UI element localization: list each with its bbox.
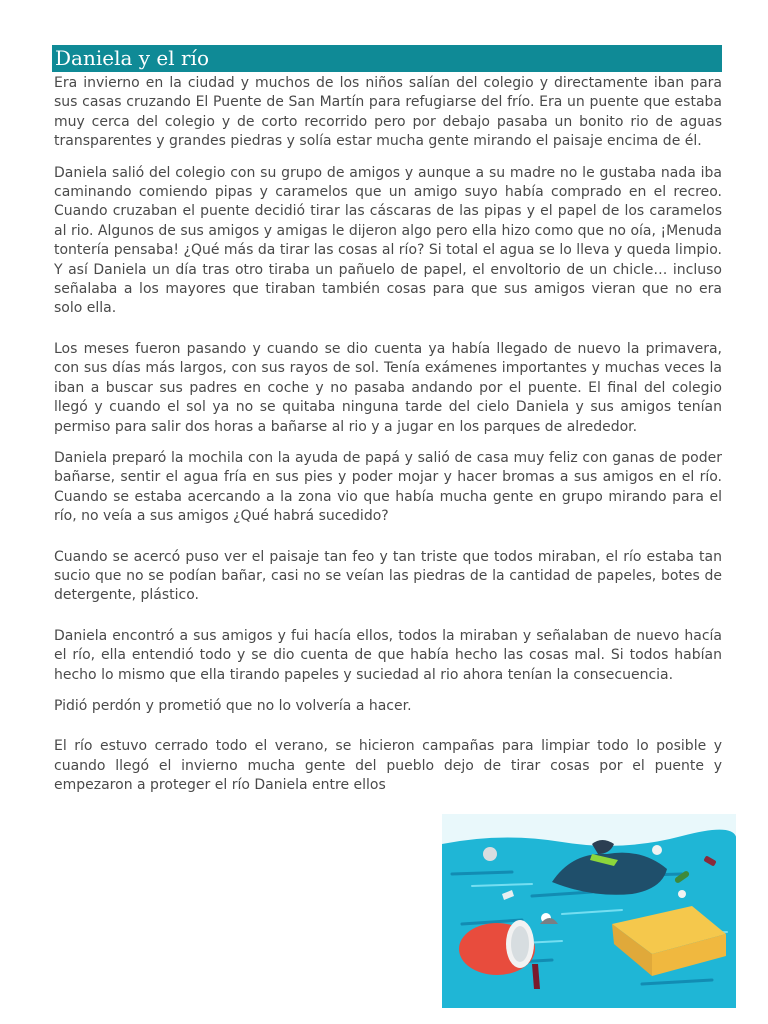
paragraph-1: Era invierno en la ciudad y muchos de los niños salían del colegio y directamente iban para sus casas cruzando El Puente de San Martín para refugiarse del frío. Era un puente que estaba muy cerca del colegio y de corto recorrido pero por debajo pasaba un bonito rio de aguas transparentes y grandes piedras y solía estar mucha gente mirando el paisaje encima de él. xyxy=(54,75,722,150)
title-bar xyxy=(52,45,722,72)
paragraph-6: Daniela encontró a sus amigos y fui hacía ellos, todos la miraban y señalaban de nuevo hacía el río, ella entendió todo y se dio cuenta de que había hecho las cosas mal. Si todos habían hecho lo mismo que ella tirando papeles y suciedad al rio ahora tenían la consecuencia. xyxy=(54,627,722,683)
paragraph-8: El río estuvo cerrado todo el verano, se hicieron campañas para limpiar todo lo posible y cuando llegó el invierno mucha gente del pueblo dejo de tirar cosas por el puente y empezaron a proteger el río Daniela entre ellos xyxy=(54,738,722,794)
paragraph-5: Cuando se acercó puso ver el paisaje tan feo y tan triste que todos miraban, el río estaba tan sucio que no se podían bañar, casi no se veían las piedras de la cantidad de papeles, botes de detergente, plástico. xyxy=(54,548,722,604)
paragraph-4: Daniela preparó la mochila con la ayuda de papá y salió de casa muy feliz con ganas de poder bañarse, sentir el agua fría en sus pies y poder mojar y hacer bromas a sus amigos en el río. Cuando se estaba acercando a la zona vio que había mucha gente en grupo mirando para el río, no veía a sus amigos ¿Qué habrá sucedido? xyxy=(54,449,722,525)
paragraph-2: Daniela salió del colegio con su grupo de amigos y aunque a su madre no le gustaba nada iba caminando comiendo pipas y caramelos que un amigo suyo había comprado en el recreo. Cuando cruzaban el puente decidió tirar las cáscaras de las pipas y el papel de los caramelos al rio. Algunos de sus amigos y amigas le dijeron algo pero ella hizo como que no oía, ¡Menuda tontería pensaba! ¿Qué más da tirar las cosas al río? Si total el agua se lo lleva y queda limpio. Y así Daniela un día tras otro tiraba un pañuelo de papel, el envoltorio de un chicle… incluso señalaba a los mayores que tiraban también cosas para que sus amigos vieran que no era solo ella. xyxy=(54,164,722,317)
story-body xyxy=(54,74,722,808)
page-title: Daniela y el río xyxy=(55,46,209,70)
paragraph-3: Los meses fueron pasando y cuando se dio cuenta ya había llegado de nuevo la primavera, con sus días más largos, con sus rayos de sol. Tenía exámenes importantes y muchas veces la iban a buscar sus padres en coche y no pasaba andando por el puente. El final del colegio llegó y cuando el sol ya no se quitaba ninguna tarde del cielo Daniela y sus amigos tenían permiso para salir dos horas a bañarse al rio y a jugar en los parques de alrededor. xyxy=(54,340,722,435)
paragraph-7: Pidió perdón y prometió que no lo volvería a hacer. xyxy=(54,697,412,714)
polluted-river-illustration xyxy=(442,814,736,1008)
